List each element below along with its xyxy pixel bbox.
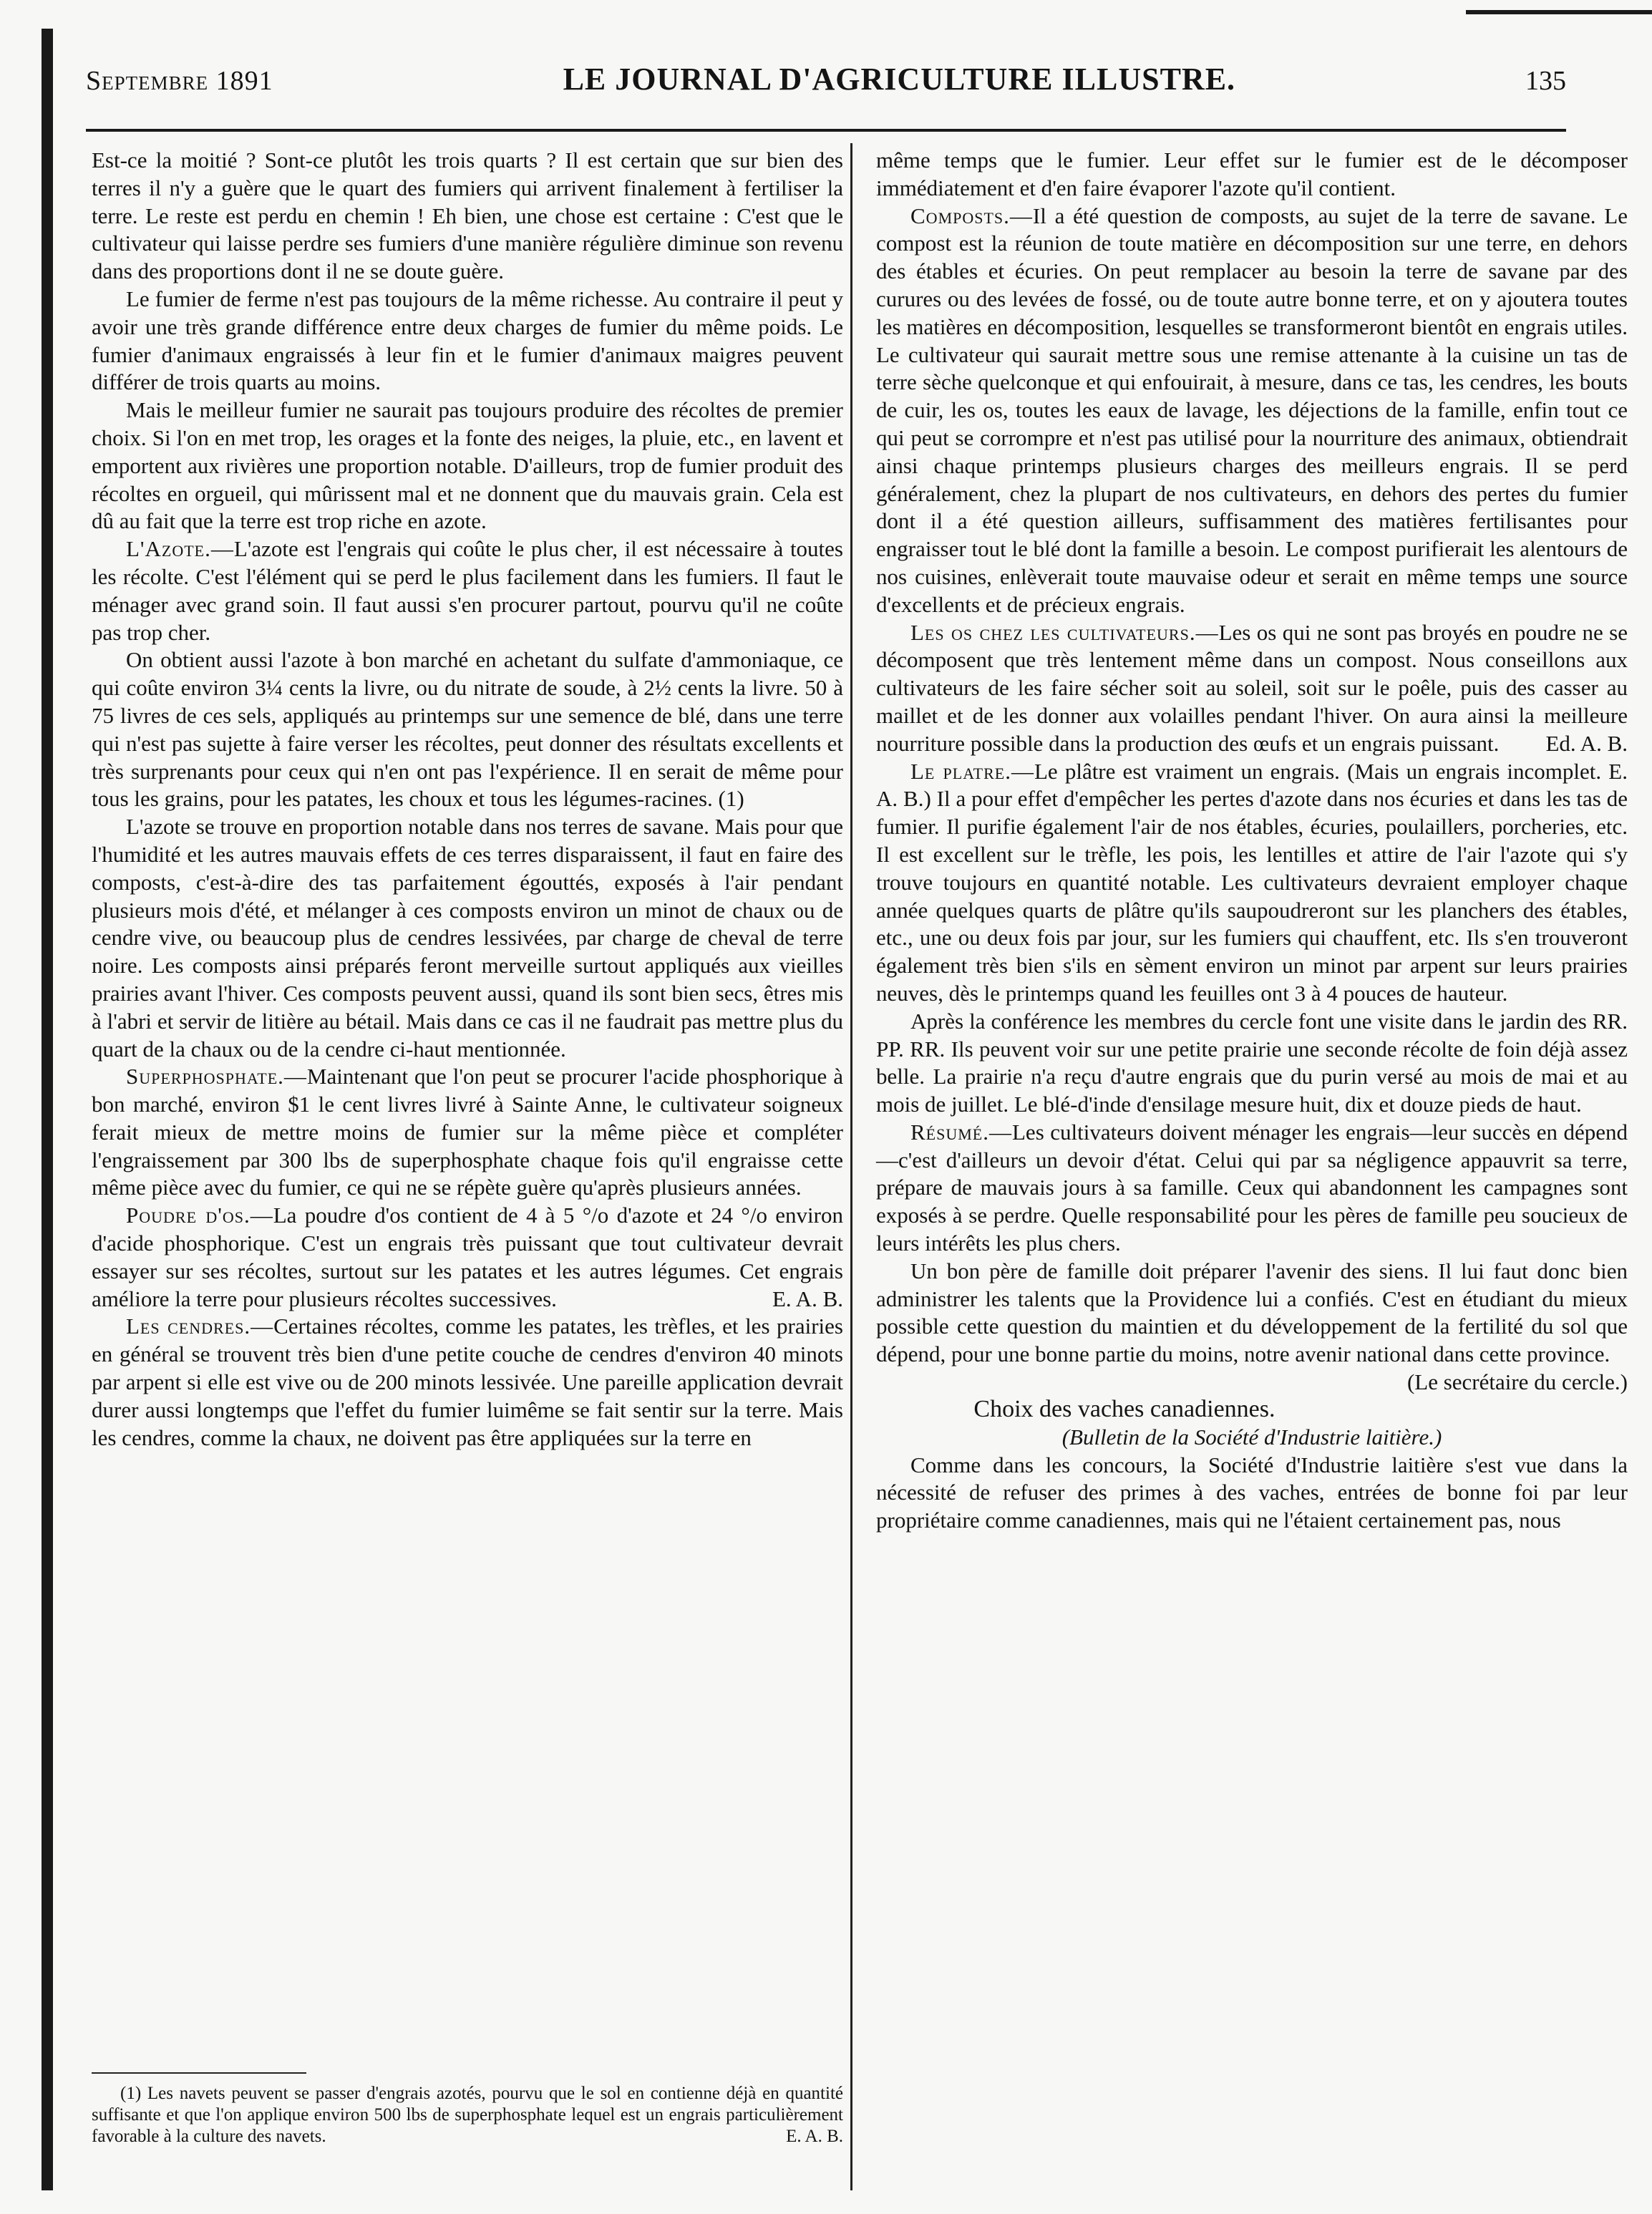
journal-title: LE JOURNAL D'AGRICULTURE ILLUSTRE. (563, 62, 1236, 97)
signature: (Le secrétaire du cercle.) (1406, 1369, 1628, 1395)
section-head: Les os chez les cultivateurs.— (910, 619, 1219, 645)
paragraph: Le platre.—Le plâtre est vraiment un engrais. (Mais un engrais incomplet. E. A. B.) Il a pour effet d'empêcher les pertes d'azote dans nos écuries et dans les tas de fumier. Il purifie également l'air de nos étables, écuries, poulaillers, porcheries, etc. Il est excellent sur le trèfle, les pois, les lentilles et attire de l'air l'azote qui s'y trouve toujours en quantité notable. Les cultivateurs devraient employer chaque année quelques quarts de plâtre qu'ils saupoudreront sur les planchers des étables, etc., une ou deux fois par jour, sur les fumiers qui chauffent, etc. Ils s'en trouveront également très bien s'ils en sèment environ un minot par arpent sur leurs prairies neuves, dès le printemps quand les feuilles ont 3 à 4 pouces de hauteur. (876, 758, 1628, 1006)
paragraph: L'Azote.—L'azote est l'engrais qui coûte le plus cher, il est nécessaire à toutes les récolte. C'est l'élément qui se perd le plus facilement dans les fumiers. Il faut le ménager avec grand soin. Il faut aussi s'en procurer partout, pourvu qu'il ne coûte pas trop cher. (92, 536, 843, 645)
paragraph: Poudre d'os.—La poudre d'os contient de 4 à 5 °/o d'azote et 24 °/o environ d'acide phosphorique. C'est un engrais très puissant que tout cultivateur devrait essayer sur ses récoltes, surtout sur les patates et les autres légumes. Cet engrais améliore la terre pour plusieurs récoltes successives. E. A. B. (92, 1202, 843, 1313)
paragraph: Comme dans les concours, la Société d'Industrie laitière s'est vue dans la nécessité de refuser des primes à des vaches, entrées de bonne foi par leur propriétaire comme canadiennes, mais qui ne l'étaient certainement pas, nous (876, 1452, 1628, 1533)
section-head: Poudre d'os.— (126, 1203, 273, 1228)
section-head: L'Azote.— (126, 536, 234, 562)
signature: E. A. B. (772, 1286, 843, 1311)
section-head: Composts.— (910, 203, 1033, 228)
paragraph: L'azote se trouve en proportion notable dans nos terres de savane. Mais pour que l'humidité et les autres mauvais effets de ces terres disparaissent, il faut en faire des composts, c'est-à-dire des tas parfaitement égouttés, exposés à l'air pendant plusieurs mois d'été, et mélanger à ces composts environ un minot de chaux ou de cendre vive, ou beaucoup plus de cendres lessivées, par charge de cheval de terre noire. Les composts ainsi préparés feront merveille surtout appliqués aux vieilles prairies avant l'hiver. Ces composts peuvent aussi, quand ils sont bien secs, êtres mis à l'abri et servir de litière au bétail. Mais dans ce cas il ne faudrait pas mettre plus du quart de la chaux ou de la cendre ci-haut mentionnée. (92, 814, 843, 1062)
section-head: Le platre.— (910, 758, 1034, 784)
header-date: Septembre 1891 (86, 66, 273, 96)
section-head: Les cendres.— (126, 1314, 274, 1339)
paragraph: Les os chez les cultivateurs.—Les os qui ne sont pas broyés en poudre ne se décomposent que très lentement même dans un compost. Nous conseillons aux cultivateurs de les faire sécher soit au soleil, soit sur le poêle, puis des casser au maillet et de les donner aux volailles pendant l'hiver. On aura ainsi la meilleure nourriture possible dans la production des œufs et un engrais puissant. Ed. A. B. (876, 619, 1628, 758)
footnote-rule (92, 2072, 306, 2074)
column-divider (850, 143, 852, 2190)
paragraph: même temps que le fumier. Leur effet sur le fumier est de le décomposer immédiatement et d'en faire évaporer l'azote qu'il contient. (876, 147, 1628, 200)
paragraph: Un bon père de famille doit préparer l'avenir des siens. Il lui faut donc bien administrer les talents que la Providence lui a confiés. C'est en étudiant du mieux possible cette question du maintien et du développement de la fertilité du sol que dépend, pour une bonne partie du moins, notre avenir national dans cette province. (Le secrétaire du cercle.) (876, 1258, 1628, 1369)
section-title: Choix des vaches canadiennes. (973, 1396, 1276, 1423)
page-number: 135 (1525, 66, 1566, 96)
paragraph: On obtient aussi l'azote à bon marché en achetant du sulfate d'ammoniaque, ce qui coûte environ 3¼ cents la livre, ou du nitrate de soude, à 2½ cents la livre. 50 à 75 livres de ces sels, appliqués au printemps sur une semence de blé, dans une terre qui n'est pas sujette à faire verser les récoltes, peut donner des résultats excellents et très surprenants pour ceux qui n'en ont pas l'expérience. Il en serait de même pour tous les grains, pour les patates, les choux et tous les légumes-racines. (1) (92, 647, 843, 812)
footnote: (1) Les navets peuvent se passer d'engrais azotés, pourvu que le sol en contienne déjà en quantité suffisante et que l'on applique environ 500 lbs de superphosphate lequel est un engrais particulièrement favorable à la culture des navets. E. A. B. (92, 2084, 843, 2146)
section-source: (Bulletin de la Société d'Industrie laitière.) (1061, 1424, 1442, 1450)
signature: Ed. A. B. (1545, 730, 1628, 756)
section-head: Superphosphate.— (126, 1064, 307, 1089)
page-header (86, 61, 1566, 104)
paragraph: Est-ce la moitié ? Sont-ce plutôt les trois quarts ? Il est certain que sur bien des terres il n'y a guère que le quart des fumiers qui arrivent finalement à fertiliser la terre. Le reste est perdu en chemin ! Eh bien, une chose est certaine : C'est que le cultivateur qui laisse perdre ses fumiers d'une manière régulière diminue son revenu dans des proportions dont il ne se doute guère. (92, 147, 843, 284)
binding-edge-bar (42, 29, 53, 2190)
header-rule (86, 129, 1566, 132)
left-column (92, 147, 843, 1452)
paragraph: Composts.—Il a été question de composts, au sujet de la terre de savane. Le compost est la réunion de toute matière en décomposition sur une terre, en dehors des étables et écuries. On peut remplacer au besoin la terre de savane par des curures ou des levées de fossé, ou de toute autre bonne terre, et on y ajoutera toutes les matières en décomposition, lesquelles se transformeront bientôt en engrais utiles. Le cultivateur qui saurait mettre sous une remise attenante à la cuisine un tas de terre sèche quelconque et qui enfouirait, à mesure, dans ce tas, les cendres, les bouts de cuir, les os, toutes les eaux de lavage, les déjections de la famille, enfin tout ce qui peut se corrompre et n'est pas utilisé pour la nourriture des animaux, obtiendrait ainsi chaque printemps plusieurs charges des meilleurs engrais. Il se perd généralement, chez la plupart de nos cultivateurs, en dehors des pertes du fumier dont il a été question ailleurs, suffisamment des matières fertilisantes pour engraisser tout le blé dont la famille a besoin. Le compost purifierait les alentours de nos cuisines, enlèverait toute mauvaise odeur et serait en même temps une source d'excellents et de précieux engrais. (876, 203, 1628, 617)
paragraph: Le fumier de ferme n'est pas toujours de la même richesse. Au contraire il peut y avoir une très grande différence entre deux charges de fumier du même poids. Le fumier d'animaux engraissés à leur fin et le fumier d'animaux maigres peuvent différer de trois quarts au moins. (92, 286, 843, 395)
paragraph: Superphosphate.—Maintenant que l'on peut se procurer l'acide phosphorique à bon marché, environ $1 le cent livres livré à Sainte Anne, le cultivateur soigneux ferait mieux de mettre moins de fumier sur la même pièce et compléter l'engraissement par 300 lbs de superphosphate chaque fois qu'il engraisse cette même pièce avec du fumier, ce qui ne se répète guère qu'après plusieurs années. (92, 1064, 843, 1200)
section-head: Résumé.— (910, 1119, 1012, 1145)
paragraph: Résumé.—Les cultivateurs doivent ménager les engrais—leur succès en dépend—c'est d'ailleurs un devoir d'état. Celui qui par sa négligence appauvrit sa terre, prépare de mauvais jours à sa famille. Ceux qui abandonnent les campagnes sont exposés à se perdre. Quelle responsabilité pour les pères de famille peu soucieux de leurs intérêts les plus chers. (876, 1119, 1628, 1256)
right-column (876, 147, 1628, 1535)
corner-rule (1466, 10, 1652, 14)
paragraph: Après la conférence les membres du cercle font une visite dans le jardin des RR. PP. RR. Ils peuvent voir sur une petite prairie une seconde récolte de foin déjà assez belle. La prairie n'a reçu d'autre engrais que du purin versé au mois de mai et au mois de juillet. Le blé-d'inde d'ensilage mesure huit, dix et douze pieds de haut. (876, 1008, 1628, 1117)
paragraph: Les cendres.—Certaines récoltes, comme les patates, les trèfles, et les prairies en général se trouvent très bien d'une petite couche de cendres d'environ 40 minots par arpent si elle est vive ou de 200 minots lessivée. Une pareille application devrait durer aussi longtemps que l'effet du fumier luimême se fait sentir sur la terre. Mais les cendres, comme la chaux, ne doivent pas être appliquées sur la terre en (92, 1314, 843, 1450)
paragraph: Mais le meilleur fumier ne saurait pas toujours produire des récoltes de premier choix. Si l'on en met trop, les orages et la fonte des neiges, la pluie, etc., en lavent et emportent aux rivières une proportion notable. D'ailleurs, trop de fumier produit des récoltes en orgueil, qui mûrissent mal et ne donnent que du mauvais grain. Cela est dû au fait que la terre est trop riche en azote. (92, 397, 843, 534)
footnote-signature: E. A. B. (786, 2127, 843, 2146)
